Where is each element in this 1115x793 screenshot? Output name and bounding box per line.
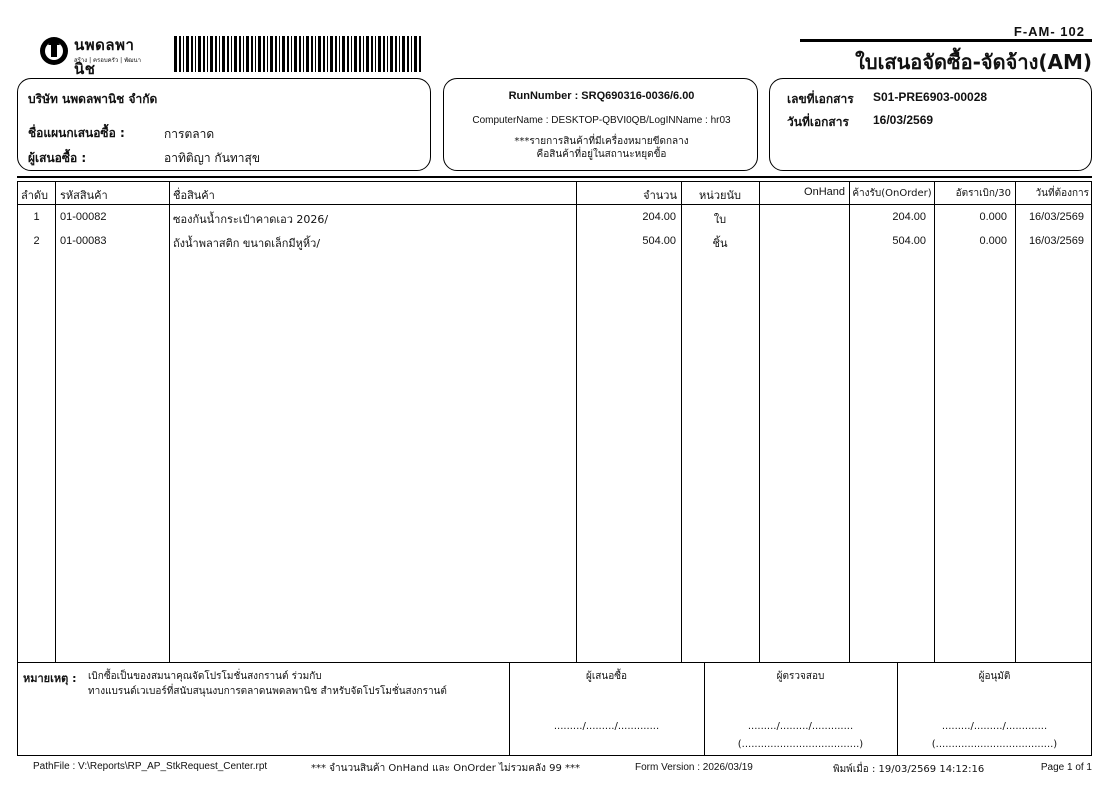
row-code: 01-00082 <box>60 211 107 223</box>
signer-requester-title: ผู้เสนอซื้อ <box>585 671 627 682</box>
barcode-graphic <box>174 36 422 72</box>
signer-checker-date: ........./........./............. <box>747 721 854 732</box>
company-info-box <box>17 78 431 171</box>
header-no: ลำดับ <box>21 189 49 202</box>
header-name: ชื่อสินค้า <box>173 189 215 202</box>
title-rule <box>800 39 1092 42</box>
department-value: การตลาด <box>164 127 215 141</box>
signer-checker-title: ผู้ตรวจสอบ <box>776 671 825 682</box>
row-name: ถังน้ำพลาสติก ขนาดเล็กมีหูหิ้ว/ <box>173 237 321 250</box>
company-name: บริษัท นพดลพานิช จำกัด <box>28 92 158 106</box>
strike-note-line1: ***รายการสินค้าที่มีเครื่องหมายขีดกลาง <box>514 136 689 147</box>
document-info-box <box>769 78 1092 171</box>
row-unit: ใบ <box>713 213 727 226</box>
header-onorder: ค้างรับ(OnOrder) <box>852 188 932 199</box>
remark-label: หมายเหตุ : <box>23 672 77 685</box>
header-divider <box>17 176 1092 178</box>
header-date: วันที่ต้องการ <box>1035 188 1089 199</box>
printed-at: พิมพ์เมื่อ : 19/03/2569 14:12:16 <box>833 764 985 775</box>
onhand-note: *** จำนวนสินค้า OnHand และ OnOrder ไม่รวมคลัง 99 *** <box>311 763 580 774</box>
row-rate: 0.000 <box>979 235 1007 247</box>
doc-date-value: 16/03/2569 <box>873 113 934 127</box>
remark-line1: เบิกซื้อเป็นของสมนาคุณจัดโปรโมชั่นสงกรานต์ ร่วมกับ <box>88 671 322 682</box>
header-code: รหัสสินค้า <box>60 189 108 202</box>
requester-label: ผู้เสนอซื้อ : <box>28 151 87 165</box>
row-date: 16/03/2569 <box>1028 211 1084 223</box>
row-unit: ชิ้น <box>712 237 728 250</box>
remarks-signature-section <box>17 662 1092 756</box>
logo-subtext: สร้าง | ครอบครัว | พัฒนา <box>74 57 141 64</box>
doc-date-label: วันที่เอกสาร <box>787 115 849 129</box>
header-rate: อัตราเบิก/30 <box>955 188 1011 199</box>
barcode <box>174 36 422 72</box>
strike-note-line2: คือสินค้าที่อยู่ในสถานะหยุดขื้อ <box>536 149 667 160</box>
run-info-box <box>443 78 758 171</box>
row-name: ซองกันน้ำกระเป๋าคาดเอว 2026/ <box>173 213 329 226</box>
requester-value: อาทิติญา กันทาสุข <box>164 151 261 165</box>
logo-text: นพดลพานิช <box>74 36 135 78</box>
page-number: Page 1 of 1 <box>1040 762 1092 773</box>
path-file: PathFile : V:\Reports\RP_AP_StkRequest_Center.rpt <box>33 761 268 772</box>
row-onorder: 204.00 <box>892 211 926 223</box>
row-no: 2 <box>33 235 40 247</box>
form-version: Form Version : 2026/03/19 <box>635 762 753 773</box>
remark-line2: ทางแบรนด์เวเบอร์ที่สนับสนุนงบการตลาดนพดลพานิช สำหรับจัดโปรโมชั่นสงกรานต์ <box>88 686 447 697</box>
row-no: 1 <box>33 211 40 223</box>
row-rate: 0.000 <box>979 211 1007 223</box>
department-label: ชื่อแผนกเสนอซื้อ : <box>28 126 125 140</box>
signer-requester-date: ........./........./............. <box>553 721 660 732</box>
header-onhand: OnHand <box>804 186 845 198</box>
form-code: F-AM- 102 <box>1013 24 1085 39</box>
header-unit: หน่วยนับ <box>699 189 741 202</box>
signer-approver-date: ........./........./............. <box>941 721 1048 732</box>
document-title: ใบเสนอจัดซื้อ-จัดจ้าง(AM) <box>855 50 1092 74</box>
signer-checker-name: (.....................................) <box>737 739 864 750</box>
doc-number-value: S01-PRE6903-00028 <box>873 90 988 104</box>
row-date: 16/03/2569 <box>1028 235 1084 247</box>
row-qty: 504.00 <box>642 235 676 247</box>
header-qty: จำนวน <box>643 189 677 202</box>
signer-approver-title: ผู้อนุมัติ <box>978 671 1011 682</box>
row-code: 01-00083 <box>60 235 107 247</box>
row-onorder: 504.00 <box>892 235 926 247</box>
run-number: RunNumber : SRQ690316-0036/6.00 <box>508 90 695 102</box>
items-table <box>17 181 1092 663</box>
company-logo <box>38 31 150 78</box>
row-qty: 204.00 <box>642 211 676 223</box>
signer-approver-name: (.....................................) <box>931 739 1058 750</box>
computer-name: ComputerName : DESKTOP-QBVI0QB/LogINName : hr03 <box>472 115 731 126</box>
doc-number-label: เลขที่เอกสาร <box>787 92 854 106</box>
